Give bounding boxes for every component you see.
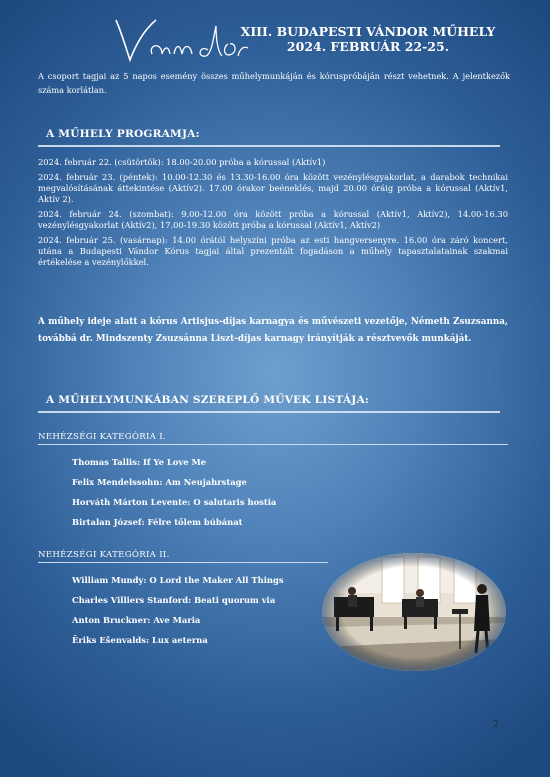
event-title-line2: 2024. FEBRUÁR 22-25. (286, 39, 450, 54)
leaders-note: A műhely ideje alatt a kórus Artisjus-díjas karnagya és művészeti vezetője, Németh Zsuzsanna, továbbá dr. Mindszenty Zsuzsánna Liszt-díjas karnagy irányítják a résztvevők munkáját. (38, 317, 508, 344)
program-item: 2024. február 24. (szombat): 9.00-12.00 óra között próba a kórussal (Aktív1, Aktív2), 14.00-16.30 vezénylésgyakorlat (Aktív2), 17.00-19.30 között próba a kórussal (Aktív1, Aktív2) (38, 209, 508, 230)
event-title-line1: XIII. BUDAPESTI VÁNDOR MŰHELY (240, 24, 496, 39)
program-list (38, 157, 508, 272)
work-item: Horváth Márton Levente: O salutaris hostia (72, 497, 277, 507)
work-item: Anton Bruckner: Ave Maria (72, 615, 201, 625)
category-2-list (72, 570, 284, 650)
page-number: 2 (493, 720, 499, 730)
work-item: Felix Mendelssohn: Am Neujahrstage (72, 477, 247, 487)
work-item: Charles Villiers Stanford: Beati quorum via (72, 595, 276, 605)
work-item: William Mundy: O Lord the Maker All Things (72, 575, 284, 585)
program-rule (38, 145, 500, 147)
category-1-title: NEHÉZSÉGI KATEGÓRIA I. (38, 432, 166, 442)
program-item: 2024. február 23. (péntek): 10.00-12.30 és 13.30-16.00 óra között vezénylésgyakorlat, a darabok technikai megvalósításának áttekintése (Aktív2). 17.00 órakor beéneklés, majd 20.00 óráig próba a kórussal (Aktív1, Aktív 2). (38, 172, 508, 204)
program-heading: A MŰHELY PROGRAMJA: (46, 128, 200, 140)
category-1-list (72, 452, 276, 532)
work-item: Birtalan József: Félre tőlem búbánat (72, 517, 243, 527)
intro-paragraph: A csoport tagjai az 5 napos esemény összes műhelymunkáján és kóruspróbáján részt vehetnek. A jelentkezők száma korlátlan. (38, 71, 510, 95)
program-item: 2024. február 25. (vasárnap): 14.00 órától helyszíni próba az esti hangversenyre. 16.00 óra záró koncert, utána a Budapesti Vándor Kórus tagjai által prezentált fogadáson a műhely tapasztalatainak szakmai értékelése a vezénylőkkel. (38, 235, 508, 267)
works-rule (38, 411, 500, 413)
vandor-logo (112, 14, 252, 66)
work-item: Ēriks Ešenvalds: Lux aeterna (72, 635, 208, 645)
works-heading: A MŰHELYMUNKÁBAN SZEREPLŐ MŰVEK LISTÁJA: (46, 394, 370, 406)
concert-photo (322, 553, 506, 671)
category-2-rule (38, 562, 328, 563)
work-item: Thomas Tallis: If Ye Love Me (72, 457, 207, 467)
program-item: 2024. február 22. (csütörtök): 18.00-20.00 próba a kórussal (Aktív1) (38, 157, 326, 167)
category-1-rule (38, 444, 508, 445)
category-2-title: NEHÉZSÉGI KATEGÓRIA II. (38, 550, 170, 560)
event-title (238, 24, 498, 54)
